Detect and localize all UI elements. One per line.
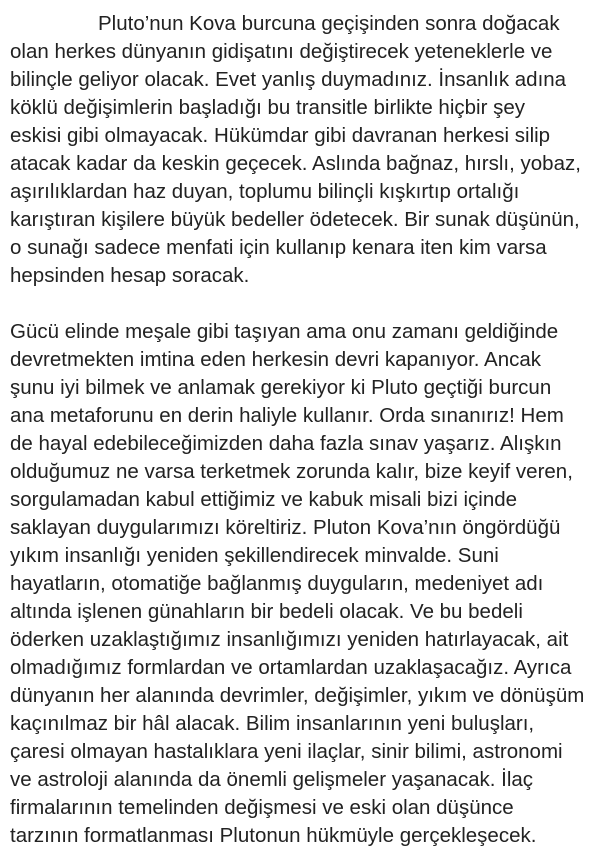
paragraph-1-line-7: aşırılıklardan haz duyan, toplumu bilinçli kışkırtıp ortalığı	[10, 180, 520, 203]
paragraph-2-line-13: olmadığımız formlardan ve ortamlardan uzaklaşacağız. Ayrıca	[10, 656, 572, 679]
paragraph-2-line-18: firmalarının temelinden değişmesi ve eski olan düşünce	[10, 796, 514, 819]
paragraph-1-line-2: olan herkes dünyanın gidişatını değiştirecek yeteneklerle ve	[10, 40, 553, 63]
paragraph-2-line-16: çaresi olmayan hastalıklara yeni ilaçlar, sinir bilimi, astronomi	[10, 740, 563, 763]
paragraph-1-line-5: eskisi gibi olmayacak. Hükümdar gibi davranan herkesi silip	[10, 124, 551, 147]
paragraph-2-line-17: ve astroloji alanında da önemli gelişmeler yaşanacak. İlaç	[10, 768, 534, 791]
paragraph-2-line-6: olduğumuz ne varsa terketmek zorunda kalır, bize keyif veren,	[10, 460, 573, 483]
paragraph-2-line-14: dünyanın her alanında devrimler, değişimler, yıkım ve dönüşüm	[10, 684, 585, 707]
paragraph-1-line-4: köklü değişimlerin başladığı bu transitle birlikte hiçbir şey	[10, 96, 526, 119]
paragraph-2-line-7: sorgulamadan kabul ettiğimiz ve kabuk misali bizi içinde	[10, 488, 518, 511]
paragraph-2-line-11: altında işlenen günahların bir bedeli olacak. Ve bu bedeli	[10, 600, 523, 623]
paragraph-2-line-15: kaçınılmaz bir hâl alacak. Bilim insanlarının yeni buluşları,	[10, 712, 535, 735]
paragraph-1-line-6: atacak kadar da keskin geçecek. Aslında bağnaz, hırslı, yobaz,	[10, 152, 581, 175]
paragraph-2-line-2: devretmekten imtina eden herkesin devri kapanıyor. Ancak	[10, 348, 542, 371]
paragraph-2-line-10: hayatların, otomatiğe bağlanmış duyguların, medeniyet adı	[10, 572, 544, 595]
paragraph-1-line-8: karıştıran kişilere büyük bedeller ödetecek. Bir sunak düşünün,	[10, 208, 580, 231]
paragraph-1-line-10: hepsinden hesap soracak.	[10, 264, 250, 287]
paragraph-2-line-4: ana metaforunu en derin haliyle kullanır. Orda sınanırız! Hem	[10, 404, 564, 427]
paragraph-2-line-1: Gücü elinde meşale gibi taşıyan ama onu zamanı geldiğinde	[10, 320, 559, 343]
paragraph-1-line-9: o sunağı sadece menfati için kullanıp kenara iten kim varsa	[10, 236, 547, 259]
paragraph-1-line-1: Pluto’nun Kova burcuna geçişinden sonra doğacak	[98, 12, 560, 35]
paragraph-2-line-12: öderken uzaklaştığımız insanlığımızı yeniden hatırlayacak, ait	[10, 628, 569, 651]
paragraph-2-line-8: saklayan duygularımızı köreltiriz. Pluton Kova’nın öngördüğü	[10, 516, 561, 539]
paragraph-2-line-3: şunu iyi bilmek ve anlamak gerekiyor ki Pluto geçtiği burcun	[10, 376, 552, 399]
paragraph-2-line-9: yıkım insanlığı yeniden şekillendirecek minvalde. Suni	[10, 544, 499, 567]
paragraph-2-line-5: de hayal edebileceğimizden daha fazla sınav yaşarız. Alışkın	[10, 432, 562, 455]
paragraph-1-line-3: bilinçle geliyor olacak. Evet yanlış duymadınız. İnsanlık adına	[10, 68, 567, 91]
paragraph-2-line-19: tarzının formatlanması Plutonun hükmüyle gerçekleşecek.	[10, 824, 537, 847]
